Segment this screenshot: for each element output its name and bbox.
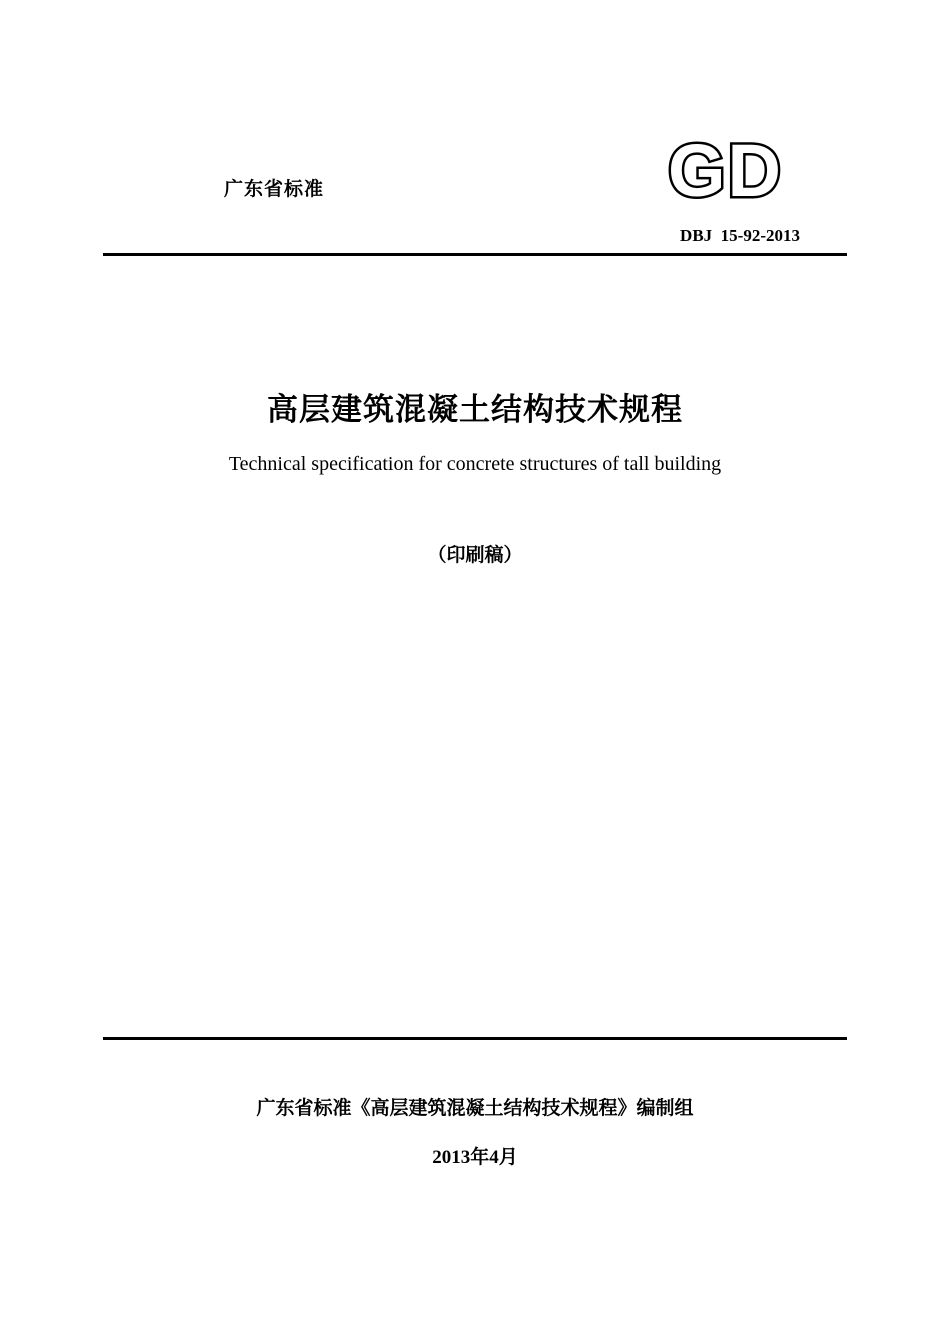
publish-date: 2013年4月	[432, 1147, 518, 1168]
document-title-cn: 高层建筑混凝土结构技术规程	[267, 392, 683, 428]
bottom-divider	[103, 1037, 847, 1040]
standard-number: DBJ 15-92-2013	[680, 226, 800, 245]
document-title-en: Technical specification for concrete structures of tall building	[228, 453, 722, 475]
top-divider	[103, 253, 847, 256]
gd-logo-text: GD	[668, 134, 783, 200]
draft-label: （印刷稿）	[427, 544, 523, 566]
gd-logo	[666, 134, 796, 200]
issuer-label: 广东省标准	[224, 178, 325, 200]
compiler-label: 广东省标准《高层建筑混凝土结构技术规程》编制组	[256, 1097, 694, 1119]
